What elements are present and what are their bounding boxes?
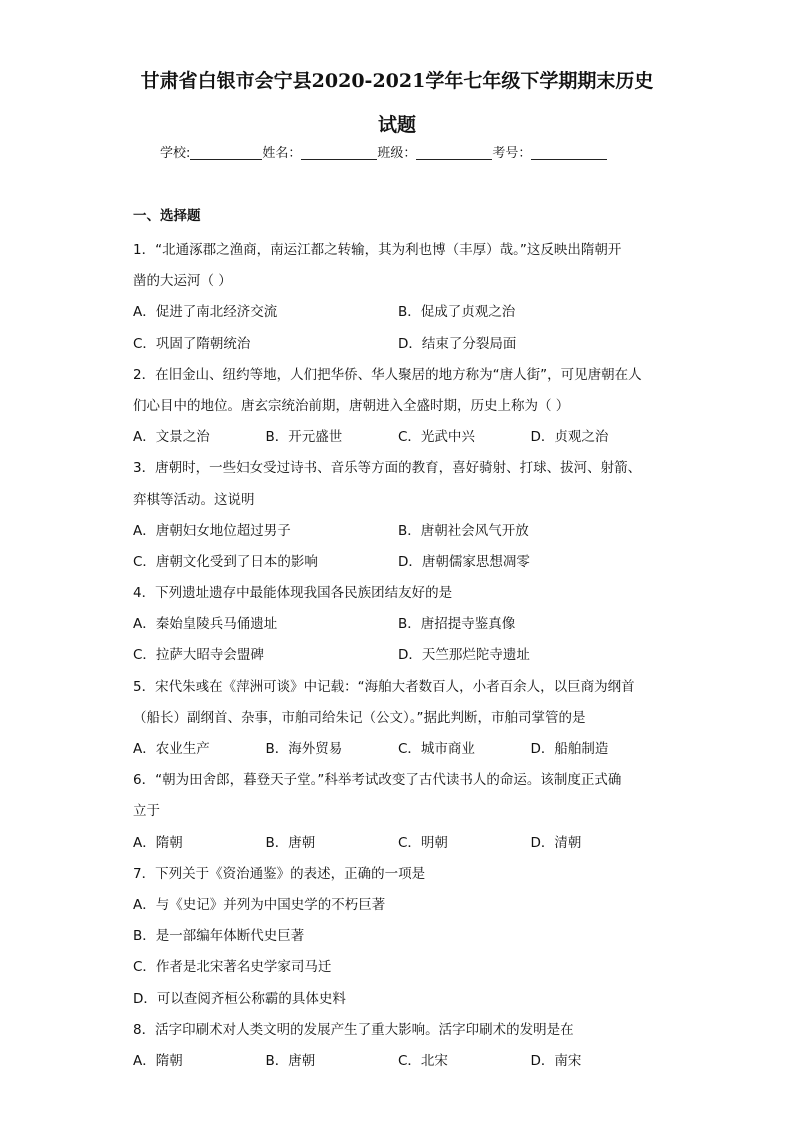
question-8-line-1: 8．活字印刷术对人类文明的发展产生了重大影响。活字印刷术的发明是在 — [133, 1021, 574, 1038]
question-4-option-d: D．天竺那烂陀寺遗址 — [398, 647, 530, 664]
exam-no-blank[interactable] — [531, 146, 607, 160]
class-blank[interactable] — [416, 146, 492, 160]
question-1-options-row-1 — [133, 297, 663, 328]
question-2-options — [133, 422, 663, 453]
question-4-option-c: C．拉萨大昭寺会盟碑 — [133, 647, 264, 664]
school-blank[interactable] — [190, 146, 262, 160]
question-7-option-b: B．是一部编年体断代史巨著 — [133, 928, 305, 945]
question-7-line-1: 7．下列关于《资治通鉴》的表述，正确的一项是 — [133, 865, 426, 882]
question-5-options — [133, 734, 663, 765]
question-7-option-d: D．可以查阅齐桓公称霸的具体史料 — [133, 990, 346, 1007]
question-5-line-2: （船长）副纲首、杂事，市舶司给朱记（公文）。”据此判断，市舶司掌管的是 — [133, 709, 586, 726]
question-1-line-2: 凿的大运河（ ） — [133, 273, 232, 290]
question-4-option-b: B．唐招提寺鉴真像 — [398, 616, 516, 633]
school-label: 学校: — [160, 146, 191, 161]
class-label: 班级： — [377, 146, 417, 161]
question-4-line-1: 4．下列遗址遗存中最能体现我国各民族团结友好的是 — [133, 585, 453, 602]
question-1-option-a: A．促进了南北经济交流 — [133, 304, 278, 321]
question-1-line-1: 1．“北通涿郡之渔商，南运江都之转输，其为利也博（丰厚）哉。”这反映出隋朝开 — [133, 242, 622, 258]
question-6-line-1: 6．“朝为田舍郎，暮登天子堂。”科举考试改变了古代读书人的命运。该制度正式确 — [133, 772, 622, 789]
exam-title-line1: 甘肃省白银市会宁县2020-2021学年七年级下学期期末历史 — [140, 70, 654, 92]
question-3-line-1: 3．唐朝时，一些妇女受过诗书、音乐等方面的教育，喜好骑射、打球、拔河、射箭、 — [133, 460, 642, 477]
question-8-options — [133, 1046, 663, 1077]
question-7-option-c: C．作者是北宋著名史学家司马迁 — [133, 959, 332, 976]
question-6-line-2: 立于 — [133, 803, 160, 820]
name-label: 姓名： — [262, 146, 302, 161]
question-3-option-b: B．唐朝社会风气开放 — [398, 522, 529, 539]
question-2-option-c: C．光武中兴 — [398, 429, 475, 446]
question-6-option-d: D．清朝 — [530, 834, 582, 851]
question-3-options-row-1 — [133, 516, 663, 547]
question-6-options — [133, 828, 663, 859]
question-2-line-2: 们心目中的地位。唐玄宗统治前期，唐朝进入全盛时期，历史上称为（ ） — [133, 397, 570, 414]
question-1-options-row-2 — [133, 329, 663, 360]
name-blank[interactable] — [301, 146, 377, 160]
question-8-option-c: C．北宋 — [398, 1052, 448, 1069]
question-7-option-a: A．与《史记》并列为中国史学的不朽巨著 — [133, 896, 386, 913]
question-3-options-row-2 — [133, 547, 663, 578]
question-1-option-b: B．促成了贞观之治 — [398, 304, 516, 321]
question-8-option-b: B．唐朝 — [265, 1052, 316, 1069]
exam-title-line2: 试题 — [377, 114, 416, 136]
question-5-option-c: C．城市商业 — [398, 741, 475, 757]
section-title: 一、选择题 — [133, 208, 201, 224]
question-8-option-a: A．隋朝 — [133, 1052, 183, 1069]
question-3-option-a: A．唐朝妇女地位超过男子 — [133, 522, 291, 539]
question-5-option-b: B．海外贸易 — [265, 741, 343, 757]
question-8-option-d: D．南宋 — [530, 1052, 582, 1069]
question-4-options-row-2 — [133, 640, 663, 671]
question-5-option-d: D．船舶制造 — [530, 741, 609, 757]
question-2-option-a: A．文景之治 — [133, 429, 210, 446]
question-1-option-d: D．结束了分裂局面 — [398, 335, 517, 352]
question-4-options-row-1 — [133, 609, 663, 640]
student-info-line — [160, 145, 640, 163]
question-3-option-c: C．唐朝文化受到了日本的影响 — [133, 553, 318, 570]
question-1-option-c: C．巩固了隋朝统治 — [133, 335, 251, 352]
question-2-line-1: 2．在旧金山、纽约等地，人们把华侨、华人聚居的地方称为“唐人街”，可见唐朝在人 — [133, 366, 642, 383]
question-5-line-1: 5．宋代朱彧在《萍洲可谈》中记载：“海舶大者数百人，小者百余人，以巨商为纲首 — [133, 678, 635, 695]
question-6-option-b: B．唐朝 — [265, 834, 316, 851]
question-2-option-d: D．贞观之治 — [530, 429, 609, 446]
question-2-option-b: B．开元盛世 — [265, 429, 343, 446]
exam-no-label: 考号： — [492, 146, 532, 161]
question-4-option-a: A．秦始皇陵兵马俑遗址 — [133, 616, 278, 633]
question-6-option-a: A．隋朝 — [133, 834, 183, 851]
question-3-option-d: D．唐朝儒家思想凋零 — [398, 553, 530, 570]
questions-area — [133, 204, 663, 1077]
question-3-line-2: 弈棋等活动。这说明 — [133, 491, 255, 508]
question-5-option-a: A．农业生产 — [133, 741, 210, 757]
question-6-option-c: C．明朝 — [398, 834, 448, 851]
